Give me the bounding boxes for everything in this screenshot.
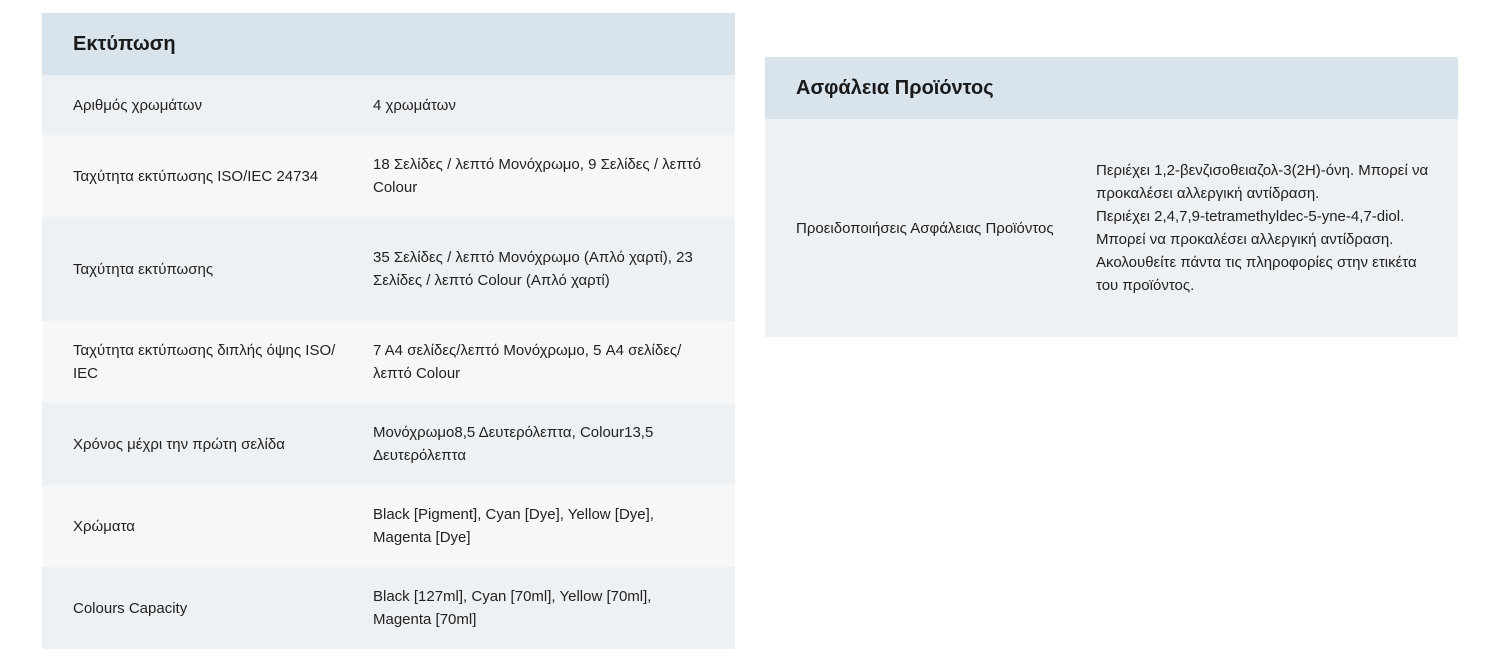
printing-rows — [42, 75, 735, 649]
safety-warnings-value — [1096, 159, 1458, 297]
spec-row-duplex-speed — [42, 321, 735, 403]
spec-label: Ταχύτητα εκτύπωσης ISO/IEC 24734 — [73, 167, 319, 185]
spec-value: 7 A4 σελίδες/λεπτό Μονόχρωμο, 5 A4 σελίδες/λεπτό Colour — [373, 342, 682, 382]
spec-row-inks — [42, 485, 735, 567]
safety-table-title: Ασφάλεια Προϊόντος — [765, 57, 1458, 119]
safety-warning-line: Ακολουθείτε πάντα τις πληροφορίες στην ετικέτα του προϊόντος. — [1096, 254, 1417, 294]
product-safety-table — [765, 57, 1458, 337]
spec-label: Ταχύτητα εκτύπωσης διπλής όψης ISO/ IEC — [73, 342, 336, 382]
spec-row-first-page-time — [42, 403, 735, 485]
spec-label: Ταχύτητα εκτύπωσης — [73, 260, 214, 278]
spec-value: 4 χρωμάτων — [373, 96, 456, 114]
spec-label: Χρώματα — [73, 517, 135, 535]
safety-warning-line: Περιέχει 2,4,7,9-tetramethyldec-5-yne-4,7-diol. Μπορεί να προκαλέσει αλλεργική αντίδραση. — [1096, 208, 1405, 248]
safety-warning-line: Περιέχει 1,2-βενζισοθειαζολ-3(2H)-όνη. Μπορεί να προκαλέσει αλλεργική αντίδραση. — [1096, 162, 1429, 202]
spec-row-safety-warnings — [765, 119, 1458, 337]
spec-value: 18 Σελίδες / λεπτό Μονόχρωμο, 9 Σελίδες / λεπτό Colour — [373, 156, 701, 196]
spec-value: Black [127ml], Cyan [70ml], Yellow [70ml], Magenta [70ml] — [373, 588, 652, 628]
spec-row-color-count — [42, 75, 735, 135]
spec-label: Προειδοποιήσεις Ασφάλειας Προϊόντος — [796, 219, 1054, 237]
spec-label: Αριθμός χρωμάτων — [73, 96, 202, 114]
spec-row-print-speed — [42, 217, 735, 321]
spec-value: Μονόχρωμο8,5 Δευτερόλεπτα, Colour13,5 Δευτερόλεπτα — [373, 424, 654, 464]
spec-label: Colours Capacity — [73, 599, 188, 617]
spec-label: Χρόνος μέχρι την πρώτη σελίδα — [73, 435, 285, 453]
safety-rows — [765, 119, 1458, 337]
printing-table-title: Εκτύπωση — [42, 13, 735, 75]
spec-row-ink-capacity — [42, 567, 735, 649]
spec-row-iso-print-speed — [42, 135, 735, 217]
spec-value: 35 Σελίδες / λεπτό Μονόχρωμο (Απλό χαρτί), 23 Σελίδες / λεπτό Colour (Απλό χαρτί) — [373, 249, 693, 289]
printing-spec-table — [42, 13, 735, 649]
spec-value: Black [Pigment], Cyan [Dye], Yellow [Dye], Magenta [Dye] — [373, 506, 654, 546]
